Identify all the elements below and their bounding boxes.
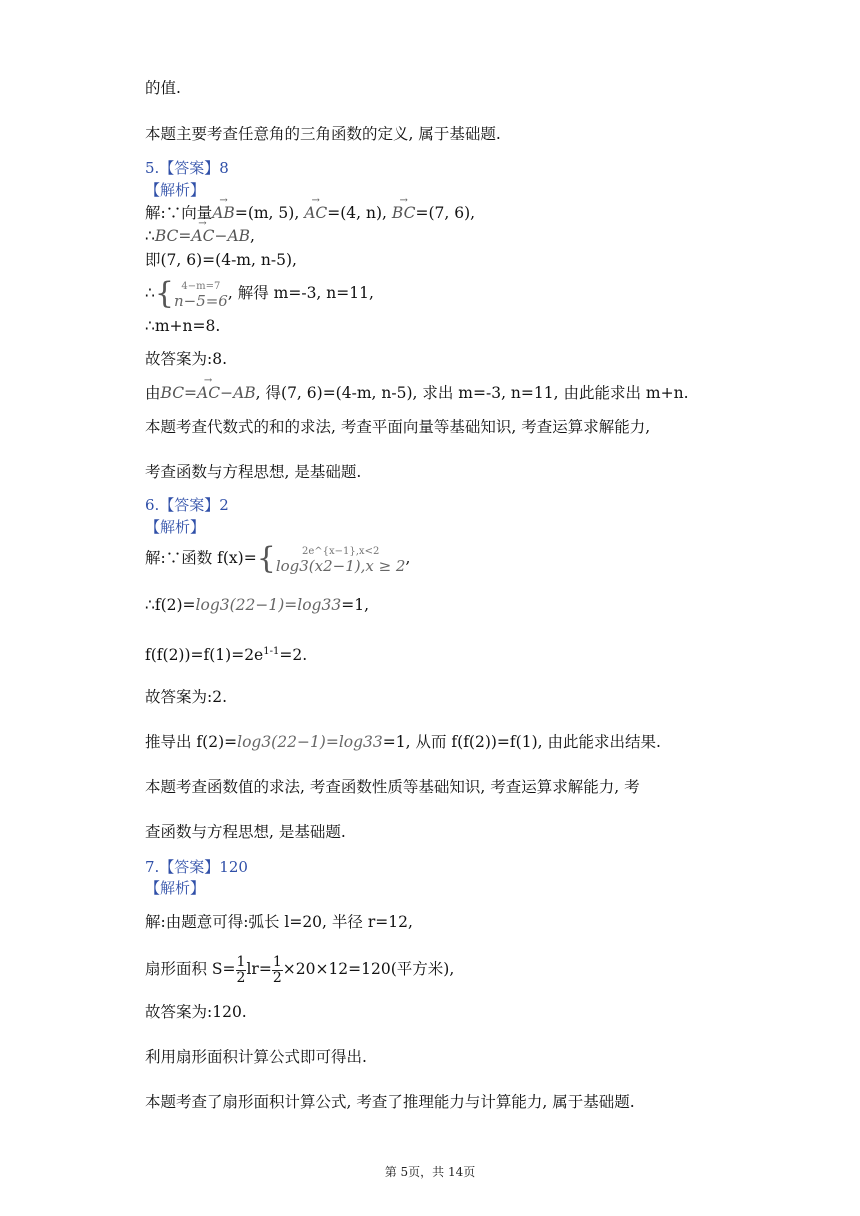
analysis-label-5: 【解析】 (145, 181, 206, 199)
solution-line: ∴→ BC=AC−AB, (145, 225, 255, 247)
comment-line: 查函数与方程思想, 是基础题. (145, 823, 346, 841)
comment-line: 本题考查函数值的求法, 考查函数性质等基础知识, 考查运算求解能力, 考 (145, 778, 640, 796)
comment-line: 考查函数与方程思想, 是基础题. (145, 463, 362, 481)
page-footer: 第 5页，共 14页 (384, 1165, 476, 1179)
analysis-line: 由→ BC=AC−AB, 得(7, 6)=(4-m, n-5), 求出 m=-3, n=11, 由此能求出 m+n. (145, 382, 689, 404)
solution-line: 解:由题意可得:弧长 l=20, 半径 r=12, (145, 913, 413, 931)
solution-line: 即(7, 6)=(4-m, n-5), (145, 251, 297, 269)
analysis-line: 推导出 f(2)=log3(22−1)=log33=1, 从而 f(f(2))=f(1), 由此能求出结果. (145, 733, 661, 751)
solution-line: ∴m+n=8. (145, 317, 221, 335)
analysis-label-6: 【解析】 (145, 518, 206, 536)
comment-line: 本题考查代数式的和的求法, 考查平面向量等基础知识, 考查运算求解能力, (145, 418, 651, 436)
solution-line: ∴f(2)=log3(22−1)=log33=1, (145, 596, 369, 614)
solution-line: $f(f(2))=f(1)=2e^{1-1}=2$. (145, 646, 308, 665)
answer-line: 故答案为:2. (145, 688, 228, 706)
piecewise-function: 解:∵函数 f(x)={ 2e^{x−1},x<2 log3(x2−1),x ≥ 2 , (145, 541, 411, 576)
analysis-label-7: 【解析】 (145, 879, 206, 897)
area-formula: 扇形面积 S= $\frac{1}{2}$ lr= $\frac{1}{2}$ ×20×12=120(平方米), (145, 953, 455, 986)
text-line: 的值. (145, 79, 181, 97)
answer-line: 故答案为:8. (145, 350, 228, 368)
analysis-line: 利用扇形面积计算公式即可得出. (145, 1048, 367, 1066)
solution-line: 解:∵向量→ AB=(m, 5), → AC=(4, n), → BC=(7, 6), (145, 202, 475, 224)
answer-line: 故答案为:120. (145, 1003, 247, 1021)
comment-line: 本题考查了扇形面积计算公式, 考查了推理能力与计算能力, 属于基础题. (145, 1093, 635, 1111)
answer-heading-7: 7.【答案】120 (145, 858, 248, 876)
answer-heading-5: 5.【答案】8 (145, 159, 229, 177)
answer-heading-6: 6.【答案】2 (145, 496, 229, 514)
text-line: 本题主要考查任意角的三角函数的定义, 属于基础题. (145, 125, 501, 143)
equation-system: ∴{ 4−m=7 n−5=6 , 解得 m=-3, n=11, (145, 276, 374, 311)
